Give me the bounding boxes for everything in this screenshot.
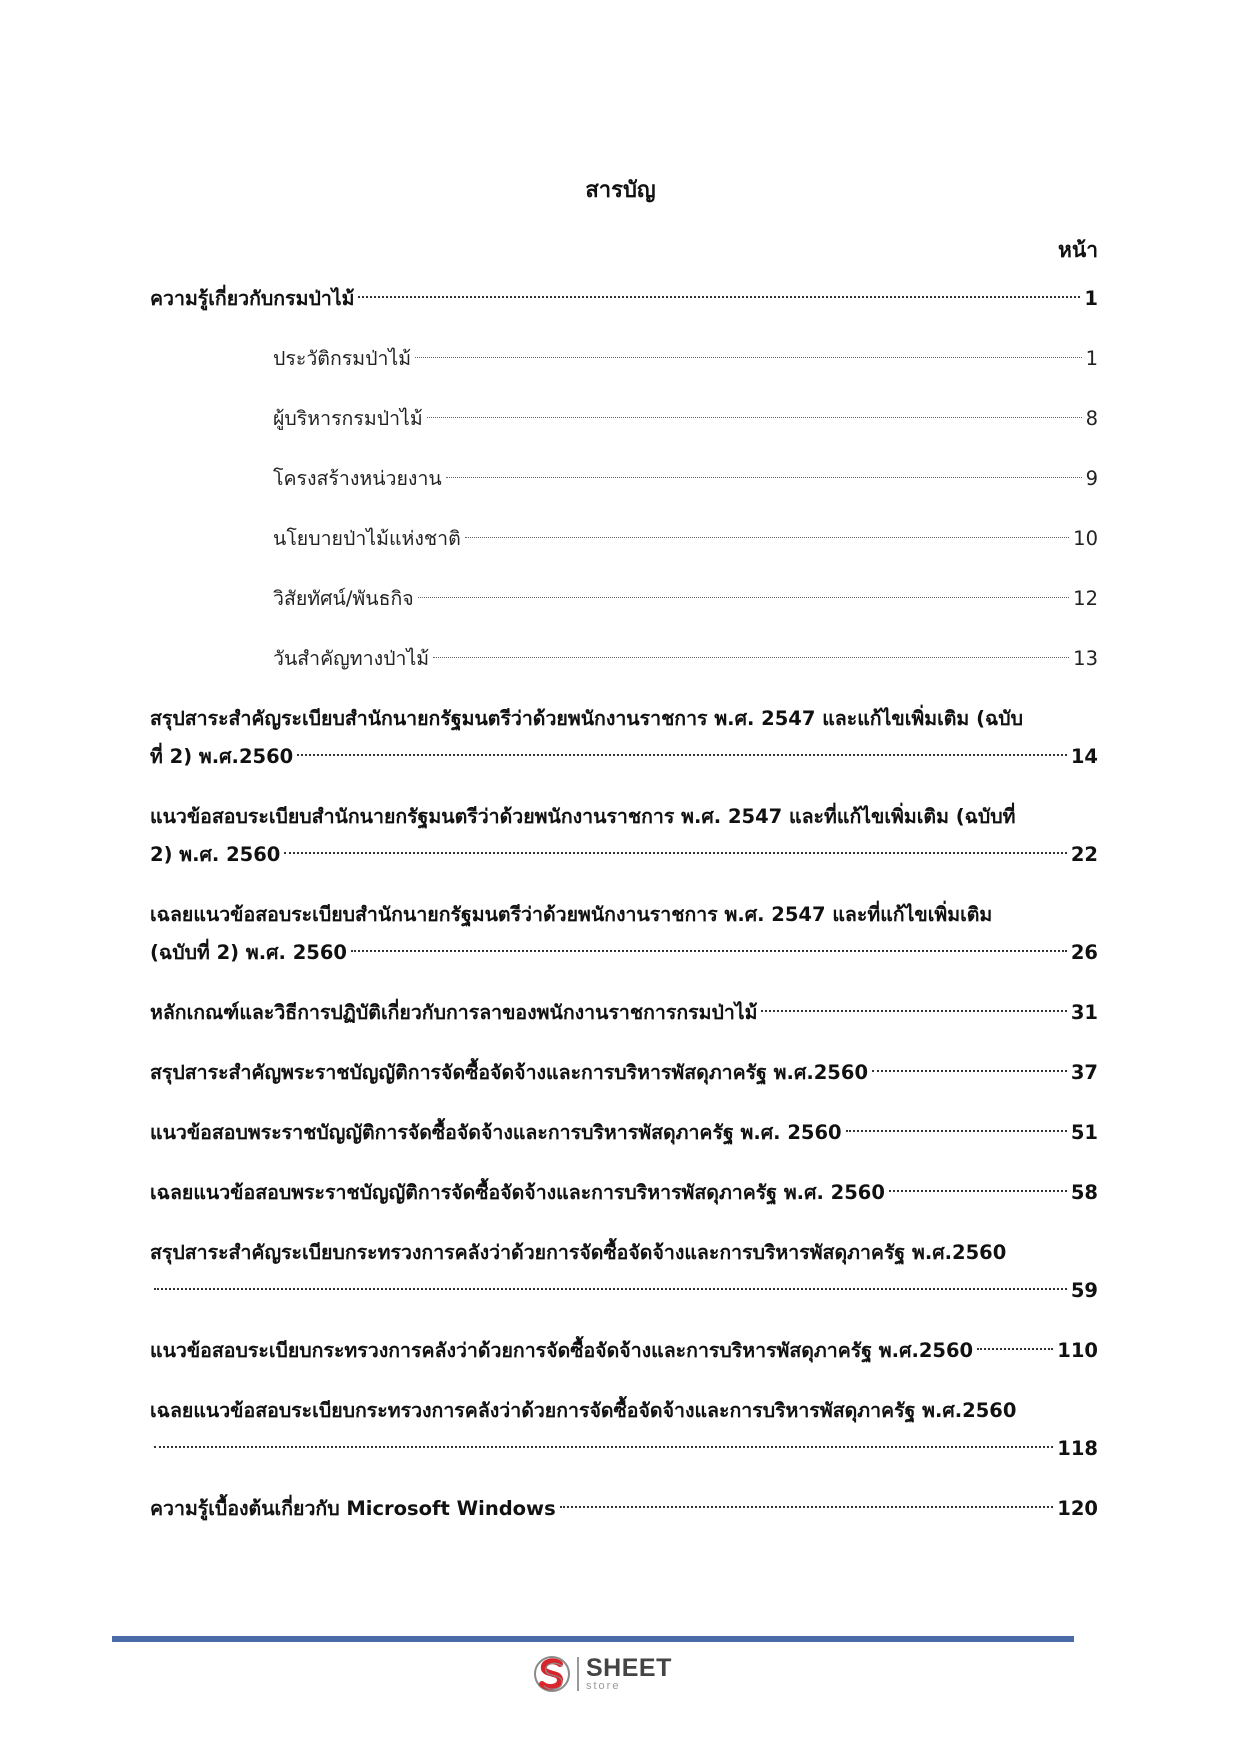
toc-entry [150,1234,1098,1310]
toc-entry [150,1054,1098,1092]
toc-leader-dots [977,1348,1053,1350]
toc-entry-text: โครงสร้างหน่วยงาน [273,467,442,490]
toc-subentry [150,460,1098,498]
toc-subentry [150,580,1098,618]
toc-entry-text: วันสำคัญทางป่าไม้ [273,647,430,670]
footer-rule [112,1636,1074,1642]
toc-entry-text: ผู้บริหารกรมป่าไม้ [273,407,423,430]
toc-entry-text-line1: เฉลยแนวข้อสอบระเบียบกระทรวงการคลังว่าด้วยการจัดซื้อจัดจ้างและการบริหารพัสดุภาครัฐ พ.ศ.2560 [150,1399,1017,1422]
toc-leader-dots [418,597,1069,598]
toc-line [150,1332,1098,1370]
toc-entry-text: ความรู้เบื้องต้นเกี่ยวกับ Microsoft Windows [150,1497,556,1520]
toc-entry-text: ความรู้เกี่ยวกับกรมป่าไม้ [150,287,355,310]
toc-line [150,1272,1098,1310]
table-of-contents [150,280,1098,1550]
toc-entry-text-line1: แนวข้อสอบระเบียบสำนักนายกรัฐมนตรีว่าด้วยพนักงานราชการ พ.ศ. 2547 และที่แก้ไขเพิ่มเติม (ฉบับที่ [150,805,1016,828]
toc-line [150,836,1098,874]
toc-page-number: 8 [1085,407,1098,430]
toc-line [273,580,1098,618]
toc-line [273,400,1098,438]
toc-page-number: 118 [1057,1437,1098,1460]
toc-entry-text: วิสัยทัศน์/พันธกิจ [273,587,414,610]
toc-line [150,934,1098,972]
logo-brand-name: SHEET [586,1654,672,1682]
toc-entry [150,1392,1098,1468]
toc-leader-dots [872,1070,1067,1072]
toc-entry-text: ประวัติกรมป่าไม้ [273,347,412,370]
toc-leader-dots [889,1190,1067,1192]
toc-leader-dots [427,417,1082,418]
toc-line [150,994,1098,1032]
toc-leader-dots [358,296,1080,298]
toc-subentry [150,520,1098,558]
toc-leader-dots [297,754,1067,756]
toc-line [273,640,1098,678]
toc-entry-text: แนวข้อสอบระเบียบกระทรวงการคลังว่าด้วยการจัดซื้อจัดจ้างและการบริหารพัสดุภาครัฐ พ.ศ.2560 [150,1339,974,1362]
toc-entry [150,1174,1098,1212]
toc-page-number: 9 [1085,467,1098,490]
toc-entry-text: สรุปสาระสำคัญพระราชบัญญัติการจัดซื้อจัดจ้างและการบริหารพัสดุภาครัฐ พ.ศ.2560 [150,1061,869,1084]
logo-divider [577,1657,579,1691]
toc-entry-text: ที่ 2) พ.ศ.2560 [150,745,294,768]
toc-page-number: 58 [1070,1181,1098,1204]
toc-entry-text: หลักเกณฑ์และวิธีการปฏิบัติเกี่ยวกับการลาของพนักงานราชการกรมป่าไม้ [150,1001,758,1024]
footer-logo [533,1653,683,1695]
toc-subentry [150,340,1098,378]
toc-line [150,1490,1098,1528]
toc-line [273,340,1098,378]
toc-page-number: 31 [1070,1001,1098,1024]
logo-brand-sub: store [586,1680,621,1692]
toc-leader-dots [446,477,1082,478]
toc-page-number: 1 [1085,347,1098,370]
toc-leader-dots [761,1010,1066,1012]
toc-entry [150,994,1098,1032]
toc-entry-text: 2) พ.ศ. 2560 [150,843,281,866]
toc-line [150,280,1098,318]
toc-page-number: 1 [1084,287,1098,310]
logo-wordmark [586,1656,672,1692]
toc-page-number: 51 [1070,1121,1098,1144]
toc-leader-dots [433,657,1069,658]
toc-leader-dots [415,357,1082,358]
toc-line [150,1174,1098,1212]
toc-subentry [150,400,1098,438]
toc-line [150,738,1098,776]
sheet-store-logo-icon [533,1653,571,1695]
toc-page-number: 14 [1070,745,1098,768]
toc-leader-dots [284,852,1066,854]
toc-entry [150,280,1098,318]
toc-entry [150,1332,1098,1370]
toc-entry-text-line1: เฉลยแนวข้อสอบระเบียบสำนักนายกรัฐมนตรีว่าด้วยพนักงานราชการ พ.ศ. 2547 และที่แก้ไขเพิ่มเติม [150,903,993,926]
toc-entry-text: นโยบายป่าไม้แห่งชาติ [273,527,461,550]
toc-entry-text: แนวข้อสอบพระราชบัญญัติการจัดซื้อจัดจ้างและการบริหารพัสดุภาครัฐ พ.ศ. 2560 [150,1121,842,1144]
toc-leader-dots [465,537,1069,538]
toc-entry [150,896,1098,972]
toc-page-number: 110 [1057,1339,1098,1362]
toc-entry-text: (ฉบับที่ 2) พ.ศ. 2560 [150,941,347,964]
toc-page-number: 37 [1070,1061,1098,1084]
toc-entry-text-line1: สรุปสาระสำคัญระเบียบกระทรวงการคลังว่าด้วยการจัดซื้อจัดจ้างและการบริหารพัสดุภาครัฐ พ.ศ.2560 [150,1241,1007,1264]
toc-entry [150,1114,1098,1152]
toc-page-number: 120 [1057,1497,1098,1520]
toc-page-number: 13 [1073,647,1098,670]
toc-leader-dots [351,950,1067,952]
toc-page-number: 12 [1073,587,1098,610]
toc-line [150,1054,1098,1092]
toc-entry-text: เฉลยแนวข้อสอบพระราชบัญญัติการจัดซื้อจัดจ้างและการบริหารพัสดุภาครัฐ พ.ศ. 2560 [150,1181,885,1204]
toc-line [150,1114,1098,1152]
toc-entry [150,1490,1098,1528]
toc-entry-text-line1: สรุปสาระสำคัญระเบียบสำนักนายกรัฐมนตรีว่าด้วยพนักงานราชการ พ.ศ. 2547 และแก้ไขเพิ่มเติม (ฉบับ [150,707,1024,730]
toc-page-number: 10 [1073,527,1098,550]
toc-line [273,520,1098,558]
toc-leader-dots [560,1506,1054,1508]
toc-leader-dots [846,1130,1067,1132]
toc-title: สารบัญ [585,178,656,203]
toc-page-number: 22 [1070,843,1098,866]
toc-entry [150,700,1098,776]
toc-page-number: 59 [1070,1279,1098,1302]
toc-line [150,1430,1098,1468]
toc-leader-dots [154,1288,1067,1290]
toc-leader-dots [154,1446,1053,1448]
toc-line [273,460,1098,498]
page-column-header: หน้า [1058,238,1098,262]
toc-subentry [150,640,1098,678]
toc-page-number: 26 [1070,941,1098,964]
toc-entry [150,798,1098,874]
